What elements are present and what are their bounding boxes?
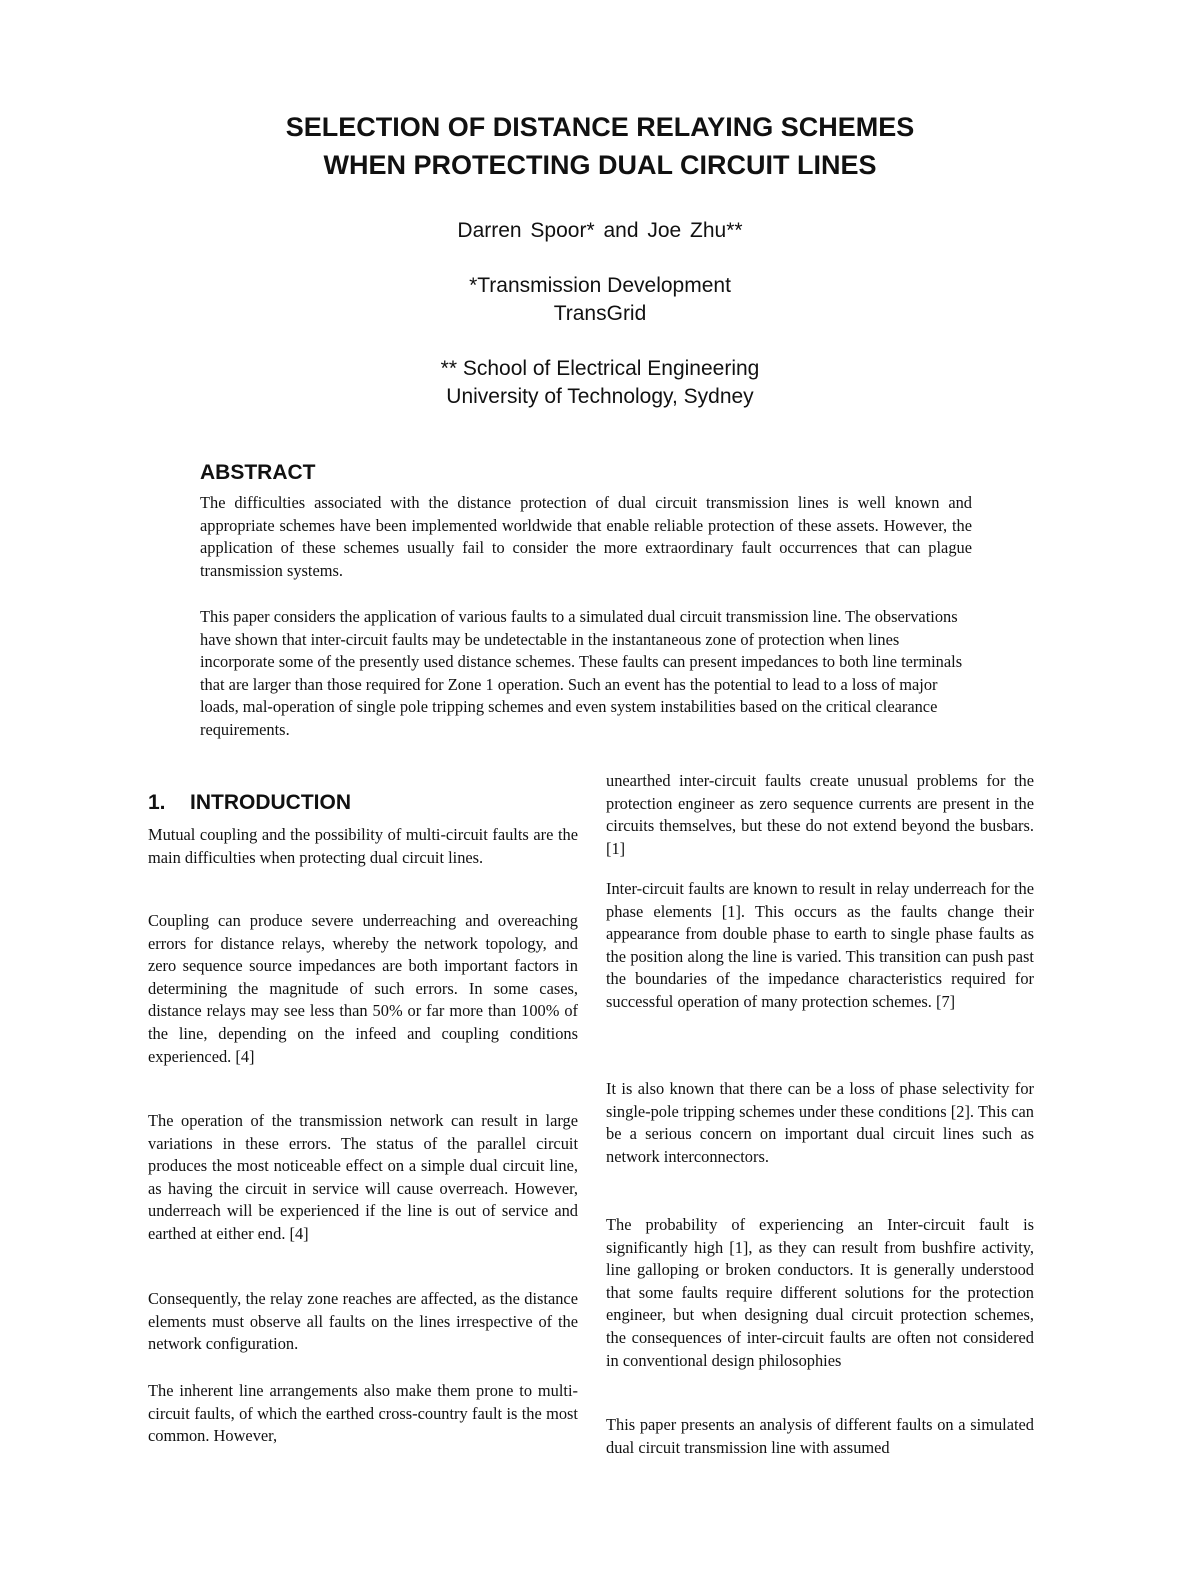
abstract-paragraph-1: The difficulties associated with the distance protection of dual circuit transmission lines is well known and appropriate schemes have been implemented worldwide that enable reliable protection of these assets. However, the application of these schemes usually fail to consider the more extraordinary fault occurrences that can plague transmission systems.: [200, 493, 972, 580]
intro-left-paragraph-2: Coupling can produce severe underreaching and overeaching errors for distance relays, whereby the network topology, and zero sequence source impedances are both important factors in determining the magnitude of such errors. In some cases, distance relays may see less than 50% or far more than 100% of the line, depending on the infeed and coupling conditions experienced. [4]: [148, 911, 578, 1066]
title-line-1: SELECTION OF DISTANCE RELAYING SCHEMES: [285, 112, 915, 142]
affiliation-1-line-1: *Transmission Development: [469, 274, 731, 297]
affiliation-transgrid: [150, 272, 1050, 328]
intro-right-paragraph-3: It is also known that there can be a loss of phase selectivity for single-pole tripping schemes under these conditions [2]. This can be a serious concern on important dual circuit lines such as network interconnectors.: [606, 1079, 1034, 1166]
section-number: 1.: [148, 791, 166, 814]
intro-right-paragraph-5: This paper presents an analysis of different faults on a simulated dual circuit transmission line with assumed: [606, 1415, 1034, 1457]
authors: Darren Spoor* and Joe Zhu**: [457, 219, 743, 242]
abstract-paragraph-2: This paper considers the application of various faults to a simulated dual circuit transmission line. The observations have shown that inter-circuit faults may be undetectable in the instantaneous zone of protection when lines incorporate some of the presently used distance schemes. These faults can present impedances to both line terminals that are larger than those required for Zone 1 operation. Such an event has the potential to lead to a loss of major loads, mal-operation of single pole tripping schemes and even system instabilities based on the critical clearance requirements.: [200, 607, 963, 739]
affiliation-1-line-2: TransGrid: [553, 302, 647, 325]
intro-left-paragraph-5: The inherent line arrangements also make them prone to multi-circuit faults, of which the earthed cross-country fault is the most common. However,: [148, 1381, 578, 1446]
affiliation-uts: [150, 355, 1050, 411]
intro-right-paragraph-1: unearthed inter-circuit faults create unusual problems for the protection engineer as zero sequence currents are present in the circuits themselves, but these do not extend beyond the busbars. [1]: [606, 771, 1034, 858]
intro-right-paragraph-2: Inter-circuit faults are known to result in relay underreach for the phase elements [1]. This occurs as the faults change their appearance from double phase to earth to single phase faults as the position along the line is varied. This transition can push past the boundaries of the impedance characteristics required for successful operation of many protection schemes. [7]: [606, 879, 1034, 1011]
intro-left-paragraph-3: The operation of the transmission network can result in large variations in these errors. The status of the parallel circuit produces the most noticeable effect on a simple dual circuit line, as having the circuit in service will cause overreach. However, underreach will be experienced if the line is out of service and earthed at either end. [4]: [148, 1111, 578, 1243]
intro-left-paragraph-4: Consequently, the relay zone reaches are affected, as the distance elements must observe all faults on the lines irrespective of the network configuration.: [148, 1289, 578, 1354]
abstract-heading: ABSTRACT: [200, 461, 316, 484]
title-line-2: WHEN PROTECTING DUAL CIRCUIT LINES: [323, 150, 877, 180]
intro-left-paragraph-1: Mutual coupling and the possibility of multi-circuit faults are the main difficulties when protecting dual circuit lines.: [148, 825, 578, 867]
section-title: INTRODUCTION: [190, 791, 351, 814]
intro-right-paragraph-4: The probability of experiencing an Inter-circuit fault is significantly high [1], as they can result from bushfire activity, line galloping or broken conductors. It is generally understood that some faults require different solutions for the protection engineer, but when designing dual circuit protection schemes, the consequences of inter-circuit faults are often not considered in conventional design philosophies: [606, 1215, 1034, 1370]
paper-title: [150, 108, 1050, 184]
affiliation-2-line-1: ** School of Electrical Engineering: [440, 357, 760, 380]
introduction-heading: [148, 790, 351, 816]
affiliation-2-line-2: University of Technology, Sydney: [446, 385, 754, 408]
